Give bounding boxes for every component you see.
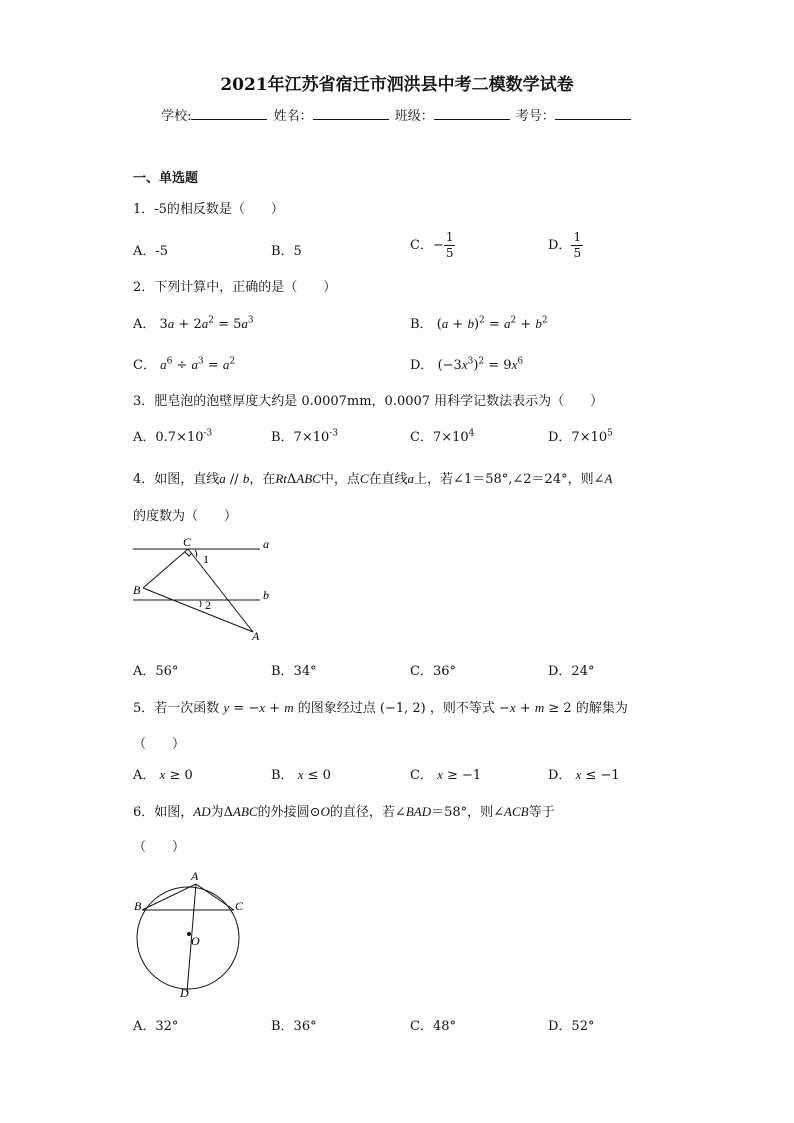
q3-option-a: A．$0.7\times 10^{-3}$ [133, 428, 213, 445]
q3-stem: 3．肥皂泡的泡壁厚度大约是 0.0007mm，0.0007 用科学记数法表示为（ ） [133, 394, 604, 409]
q2-option-a: A． $3a + 2a^2 = 5a^3$ [133, 315, 254, 332]
q4-stem-line2: 的度数为（ ） [133, 509, 238, 524]
angle-1-arc [195, 550, 197, 557]
q1-option-d-prefix: D． [548, 238, 572, 253]
chord-ac [196, 884, 234, 910]
q1-option-c-fraction: $\frac{1}{5}$ [445, 230, 454, 260]
q4-option-b: B．34° [271, 664, 317, 679]
q4-figure [128, 530, 288, 645]
q3-option-b: B．$7\times 10^{-3}$ [271, 428, 339, 445]
q6-stem-line2: （ ） [133, 840, 186, 855]
q6-option-c: C．48° [410, 1019, 456, 1034]
section-title: 一、单选题 [133, 171, 199, 186]
q6-stem: 6．如图，AD为ΔABC的外接圆⊙O的直径，若∠BAD＝58°，则∠ACB等于 [133, 804, 555, 820]
chord-ab [142, 884, 196, 910]
q6-option-d: D．52° [548, 1019, 595, 1034]
exam-no-label: 考号： [515, 109, 555, 124]
label-b-point: B [133, 583, 141, 597]
label-angle-1: 1 [203, 552, 209, 566]
q1-option-c-prefix: C．− [410, 238, 444, 253]
q5-stem: 5．若一次函数 y = −x + m 的图象经过点 (−1, 2) ，则不等式 −x + m ≥ 2 的解集为 [133, 700, 628, 716]
q4-option-c: C．36° [410, 664, 456, 679]
q3-option-d: D．$7\times 10^5$ [548, 428, 613, 445]
q2-option-d: D． $(-3x^3)^2 = 9x^6$ [410, 356, 524, 373]
class-blank [434, 107, 510, 120]
q1-option-a: A．-5 [133, 244, 169, 259]
q5-option-d: D． x ≤ −1 [548, 767, 620, 783]
q1-stem: 1．-5的相反数是（ ） [133, 202, 284, 217]
q6-option-b: B．36° [271, 1019, 317, 1034]
school-label: 学校: [161, 109, 192, 124]
q1-option-d [548, 230, 583, 261]
label-o: O [191, 934, 200, 948]
class-label: 班级： [394, 109, 434, 124]
q1-option-b: B．5 [271, 244, 302, 259]
circle-o [137, 887, 239, 989]
q2-option-c: C． $a^6 \div a^3 = a^2$ [133, 356, 236, 373]
q5-option-a: A． x ≥ 0 [133, 767, 193, 783]
segment-ca [188, 549, 253, 632]
label-angle-2: 2 [205, 598, 211, 612]
label-b: B [134, 899, 142, 913]
q5-option-c: C． x ≥ −1 [410, 767, 482, 783]
q5-stem-line2: （ ） [133, 737, 186, 752]
exam-no-blank [555, 107, 631, 120]
label-a-point: A [252, 629, 260, 643]
school-blank [191, 107, 267, 120]
q4-option-d: D．24° [548, 664, 595, 679]
q2-option-b: B． $(a + b)^2 = a^2 + b^2$ [410, 315, 548, 332]
label-d: D [180, 986, 189, 1000]
name-blank [313, 107, 389, 120]
name-label: 姓名： [273, 109, 313, 124]
q4-option-a: A．56° [133, 664, 179, 679]
segment-cb [143, 549, 188, 588]
label-b-line: b [263, 588, 269, 602]
q3-option-c: C．$7\times 10^4$ [410, 428, 475, 445]
q5-option-b: B． x ≤ 0 [271, 767, 331, 783]
q2-stem: 2．下列计算中，正确的是（ ） [133, 280, 337, 295]
student-info-line [0, 105, 794, 124]
q6-figure [128, 866, 258, 1006]
exam-title: 2021年江苏省宿迁市泗洪县中考二模数学试卷 [220, 75, 574, 95]
segment-ba [143, 588, 253, 632]
q1-option-d-fraction: $\frac{1}{5}$ [573, 230, 582, 260]
label-a-line: a [263, 537, 269, 551]
label-c: C [183, 535, 192, 549]
label-c: C [235, 899, 244, 913]
q6-option-a: A．32° [133, 1019, 179, 1034]
q4-stem: 4．如图，直线a // b，在RtΔABC中，点C在直线a上，若∠1＝58°,∠2＝24°，则∠A [133, 471, 613, 487]
q1-option-c [410, 230, 455, 261]
label-a: A [191, 869, 199, 883]
angle-2-arc [200, 601, 201, 607]
